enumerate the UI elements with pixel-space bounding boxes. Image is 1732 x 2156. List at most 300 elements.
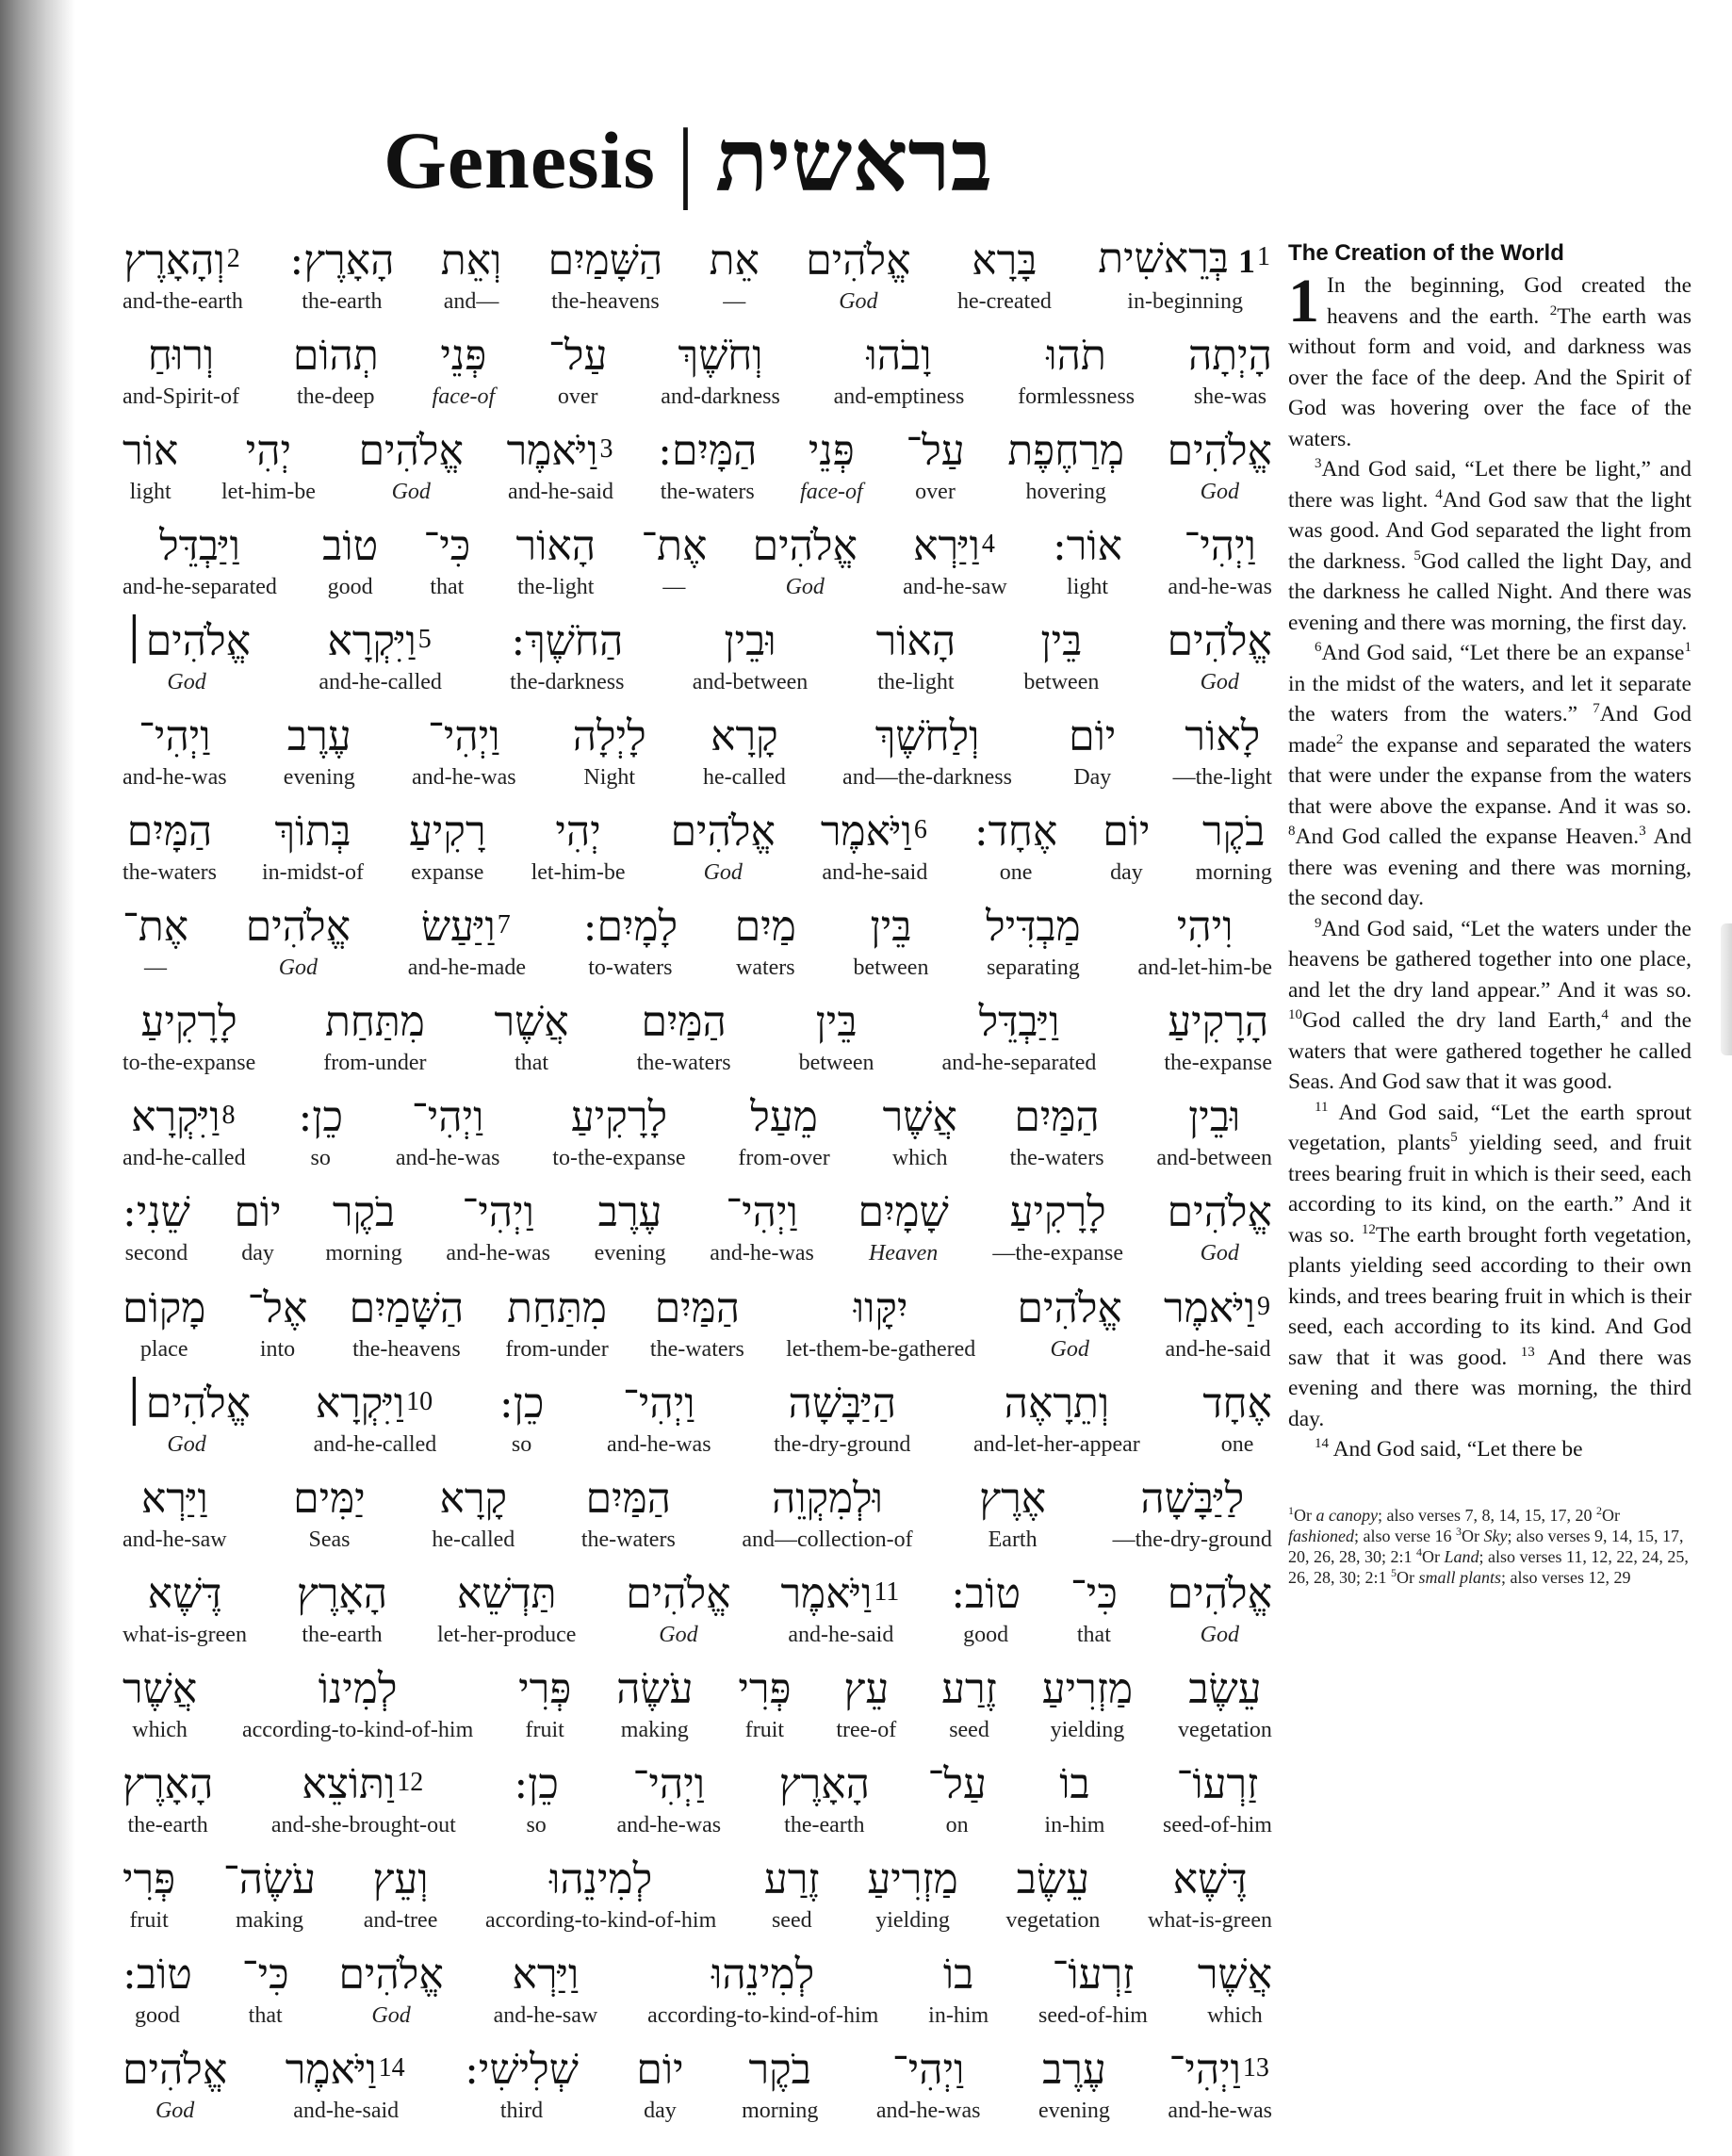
hebrew-word — [1046, 330, 1105, 383]
english-gloss: over — [915, 480, 956, 505]
hebrew-word — [750, 1091, 818, 1144]
english-gloss: good — [134, 2002, 180, 2028]
superscript-number: 11 — [1315, 1099, 1329, 1115]
superscript-number: 4 — [1601, 1007, 1609, 1023]
hebrew-text: עֵשֶׂב — [1188, 1664, 1262, 1713]
english-gloss: the-waters — [636, 1051, 731, 1076]
hebrew-text: אוֹר — [123, 427, 179, 476]
interlinear-word — [979, 1473, 1046, 1554]
english-gloss: fruit — [744, 1717, 785, 1742]
hebrew-text: אֱלֹהִים — [670, 808, 776, 857]
hebrew-word — [816, 996, 858, 1049]
interlinear-word — [412, 710, 516, 792]
interlinear-word — [703, 710, 786, 792]
chapter-drop-cap: 1 — [1288, 267, 1319, 335]
hebrew-text: הָאָרֶץ — [778, 1759, 870, 1808]
english-gloss: light — [1067, 575, 1109, 600]
translation-paragraph: $^9$And God said, “Let the waters under the heavens be gathered together into one place, and let the dry land appear.” And it was so. $^{10}$God called the dry land Earth,$^4$ and the waters that were gathered together he called Seas. And God saw that it was good. — [1288, 915, 1691, 1094]
english-gloss: and-he-called — [319, 670, 442, 695]
interlinear-word — [1018, 330, 1135, 411]
english-gloss: — — [144, 956, 168, 981]
page-edge-tab — [1721, 923, 1732, 1055]
interlinear-line — [123, 226, 1272, 316]
interlinear-word — [636, 2044, 683, 2125]
english-gloss: the-dry-ground — [774, 1431, 911, 1457]
hebrew-text: אֱלֹהִים — [338, 1950, 444, 1999]
hebrew-text: זֶרַע — [941, 1664, 997, 1713]
english-gloss: that — [248, 2002, 283, 2028]
hebrew-text: מַזְרִיעַ — [1041, 1664, 1134, 1713]
english-gloss: making — [620, 1717, 689, 1742]
interlinear-word — [396, 1091, 500, 1172]
hebrew-word — [275, 806, 351, 858]
hebrew-word — [123, 1663, 197, 1716]
english-gloss: third — [499, 2098, 544, 2123]
hebrew-word — [843, 1663, 889, 1716]
hebrew-word — [641, 520, 707, 573]
hebrew-word — [1173, 1854, 1248, 1906]
hebrew-text: מַיִם — [734, 903, 796, 952]
english-gloss: and-emptiness — [833, 384, 965, 410]
interlinear-word — [548, 330, 607, 411]
english-gloss: and-he-was — [875, 2098, 981, 2123]
hebrew-text: קָרָא — [439, 1474, 508, 1523]
interlinear-word — [323, 996, 426, 1077]
hebrew-word — [1059, 1758, 1089, 1811]
interlinear-word — [338, 1949, 443, 2030]
hebrew-text: בוֹ — [942, 1950, 974, 1999]
hebrew-word — [724, 615, 776, 668]
hebrew-text: וַיְהִי־ — [139, 712, 211, 761]
hebrew-word — [1164, 1281, 1272, 1335]
hebrew-text: הָאָרֶץ — [123, 1759, 214, 1808]
interlinear-word — [1168, 2042, 1272, 2125]
english-gloss: let-him-be — [531, 860, 626, 886]
interlinear-word — [607, 1378, 711, 1459]
interlinear-word — [322, 520, 378, 601]
hebrew-text: כִּי־ — [423, 522, 471, 571]
hebrew-text: וַיַּבְדֵּל — [159, 522, 240, 571]
english-gloss: let-him-be — [221, 480, 316, 505]
hebrew-text: אֵת — [709, 237, 760, 285]
hebrew-word — [866, 330, 931, 383]
interlinear-line — [123, 416, 1272, 506]
english-gloss: —the-expanse — [992, 1241, 1123, 1266]
interlinear-line — [123, 1655, 1272, 1744]
hebrew-word — [148, 1568, 222, 1621]
italic-text: small plants — [1418, 1567, 1502, 1587]
english-gloss: tree-of — [836, 1717, 897, 1742]
interlinear-word — [616, 1663, 693, 1744]
interlinear-word — [658, 425, 757, 506]
interlinear-word — [854, 901, 929, 982]
interlinear-word — [1044, 1758, 1104, 1839]
interlinear-word — [408, 899, 526, 982]
hebrew-text: יְהִי — [245, 427, 292, 476]
interlinear-word — [1113, 1473, 1272, 1554]
english-gloss: evening — [283, 765, 355, 791]
superscript-number: 13 — [1520, 1344, 1535, 1360]
hebrew-word — [738, 1663, 791, 1716]
english-gloss: God — [155, 2098, 195, 2123]
interlinear-word — [1168, 425, 1272, 506]
verse-number: 1 — [1257, 242, 1270, 271]
hebrew-word — [867, 1854, 957, 1906]
english-gloss: evening — [594, 1241, 666, 1266]
superscript-number: 10 — [1288, 1007, 1302, 1023]
interlinear-word — [637, 996, 731, 1077]
hebrew-word — [293, 1473, 366, 1526]
hebrew-word — [148, 330, 214, 383]
interlinear-word — [710, 235, 760, 316]
hebrew-word — [1103, 806, 1150, 858]
hebrew-word — [548, 235, 663, 287]
english-gloss: and-he-separated — [941, 1051, 1097, 1076]
interlinear-word — [293, 330, 379, 411]
hebrew-text: אֶחָד: — [973, 808, 1058, 857]
english-gloss: seed-of-him — [1163, 1812, 1272, 1838]
interlinear-word — [1148, 1854, 1272, 1935]
english-gloss: over — [557, 384, 598, 410]
hebrew-word — [359, 425, 464, 478]
interlinear-word — [661, 330, 780, 411]
interlinear-line — [123, 892, 1272, 982]
interlinear-word — [364, 1854, 438, 1935]
hebrew-word — [297, 1568, 387, 1621]
interlinear-word — [495, 996, 569, 1077]
hebrew-word — [671, 806, 776, 858]
hebrew-text: תְהוֹם — [292, 332, 379, 381]
english-gloss: that — [430, 575, 465, 600]
hebrew-text: בְּתוֹךְ — [274, 808, 351, 857]
english-gloss: and-Spirit-of — [123, 384, 239, 410]
verse-number: 8 — [221, 1101, 236, 1131]
english-gloss: the-waters — [660, 480, 755, 505]
interlinear-line — [123, 1940, 1272, 2030]
footnotes — [1288, 1505, 1691, 1588]
hebrew-word — [571, 1091, 667, 1144]
hebrew-word — [1188, 1663, 1261, 1716]
hebrew-text: וַיֹּאמֶר — [820, 808, 912, 857]
hebrew-text: לְמִינוֹ — [318, 1664, 398, 1713]
hebrew-word — [941, 1663, 997, 1716]
hebrew-word — [1014, 1091, 1099, 1144]
hebrew-text: אֱלֹהִים — [1167, 617, 1272, 666]
english-gloss: what-is-green — [1148, 1907, 1272, 1933]
interlinear-word — [485, 1854, 716, 1935]
english-gloss: God — [1200, 670, 1239, 695]
interlinear-word — [123, 1378, 251, 1459]
english-gloss: second — [124, 1241, 188, 1266]
interlinear-word — [876, 2044, 981, 2125]
english-gloss: so — [526, 1812, 547, 1838]
english-gloss: God — [785, 575, 825, 600]
hebrew-text: בֵּין — [815, 998, 858, 1047]
english-gloss: and-he-said — [293, 2098, 400, 2123]
hebrew-text: שָׁמָיִם — [858, 1188, 949, 1237]
hebrew-word — [871, 901, 912, 954]
hebrew-text: וַתּוֹצֵא — [302, 1759, 396, 1808]
hebrew-text: אֱלֹהִים׀ — [123, 617, 252, 666]
superscript-number: 5 — [1391, 1565, 1397, 1579]
hebrew-text: אֱלֹהִים — [245, 903, 351, 952]
interlinear-word — [123, 520, 277, 601]
superscript-number: 2 — [1595, 1503, 1602, 1517]
hebrew-text: לָרָקִיעַ — [140, 998, 237, 1047]
interlinear-line — [123, 988, 1272, 1077]
interlinear-word — [552, 1091, 685, 1172]
english-gloss: to-the-expanse — [552, 1146, 686, 1171]
english-gloss: and-between — [692, 670, 809, 695]
hebrew-text: וַיַּרְא — [512, 1950, 580, 1999]
hebrew-text: אֱלֹהִים — [806, 237, 911, 285]
verse-number: 4 — [981, 530, 995, 560]
interlinear-word — [123, 901, 188, 982]
hebrew-word — [131, 1089, 237, 1144]
english-gloss: — — [662, 575, 686, 600]
hebrew-text: וַיְהִי־ — [411, 1093, 484, 1142]
interlinear-word — [1098, 231, 1272, 316]
hebrew-word — [507, 423, 615, 478]
hebrew-text: אֱלֹהִים — [626, 1569, 731, 1618]
hebrew-text: וַיְהִי־ — [632, 1759, 706, 1808]
hebrew-word — [1188, 330, 1272, 383]
interlinear-word — [573, 710, 646, 792]
hebrew-text: הָרָקִיעַ — [1168, 998, 1269, 1047]
interlinear-word — [505, 1282, 608, 1364]
english-gloss: and-he-was — [446, 1241, 550, 1266]
hebrew-word — [495, 996, 569, 1049]
english-gloss: fruit — [129, 1907, 169, 1933]
english-gloss: and—the-darkness — [842, 765, 1012, 791]
hebrew-word — [573, 710, 646, 763]
interlinear-word — [123, 330, 239, 411]
hebrew-text: לְמִינֵהוּ — [549, 1854, 653, 1903]
verse-number: 6 — [913, 815, 927, 845]
hebrew-text: דֶּשֶׁא — [147, 1569, 222, 1618]
english-gloss: between — [853, 956, 929, 981]
hebrew-word — [139, 710, 210, 763]
english-gloss: and-he-called — [313, 1431, 437, 1457]
hebrew-word — [780, 1566, 901, 1621]
page-title — [383, 99, 993, 221]
translation-paragraph: $^{14}$ And God said, “Let there be — [1315, 1436, 1583, 1462]
english-gloss: and-the-earth — [123, 289, 243, 314]
hebrew-text: אֶת־ — [641, 522, 708, 571]
english-gloss: so — [310, 1146, 331, 1171]
hebrew-text: עַל־ — [548, 332, 608, 381]
english-gloss: and-he-was — [710, 1241, 814, 1266]
interlinear-word — [626, 1568, 730, 1649]
interlinear-word — [742, 2044, 818, 2125]
hebrew-text: זֶרַע — [763, 1854, 820, 1903]
interlinear-line — [123, 607, 1272, 696]
hebrew-word — [428, 710, 499, 763]
hebrew-text: וַיֹּאמֶר — [285, 2045, 377, 2094]
hebrew-word — [1168, 425, 1272, 478]
hebrew-word — [623, 1378, 694, 1430]
hebrew-word — [583, 901, 678, 954]
hebrew-word — [1168, 2042, 1270, 2097]
interlinear-word — [616, 1758, 721, 1839]
hebrew-text: הָאָרֶץ: — [289, 237, 395, 285]
english-gloss: the-deep — [296, 384, 375, 410]
hebrew-text: וַיְהִי־ — [726, 1188, 798, 1237]
hebrew-word — [248, 1282, 308, 1335]
interlinear-line — [123, 1178, 1272, 1267]
english-gloss: God — [659, 1622, 698, 1647]
interlinear-word — [262, 806, 364, 887]
interlinear-word — [928, 1758, 987, 1839]
interlinear-word — [867, 1854, 957, 1935]
hebrew-text: וִיהִי — [1176, 903, 1234, 952]
interlinear-word — [876, 615, 956, 696]
english-gloss: face-of — [800, 480, 863, 505]
interlinear-word — [693, 615, 809, 696]
english-gloss: and— — [443, 289, 499, 314]
hebrew-word — [1042, 2044, 1106, 2097]
hebrew-word — [409, 806, 486, 858]
hebrew-word — [1069, 710, 1116, 763]
hebrew-text: פְּרִי — [738, 1664, 792, 1713]
hebrew-text: עֶרֶב — [597, 1188, 662, 1237]
english-gloss: yielding — [1050, 1717, 1125, 1742]
hebrew-text: וּבֵין — [724, 617, 776, 666]
interlinear-word — [942, 996, 1097, 1077]
interlinear-word — [581, 1473, 676, 1554]
english-gloss: to-the-expanse — [123, 1051, 256, 1076]
hebrew-text: עֵץ — [843, 1664, 890, 1713]
english-gloss: the-earth — [302, 1622, 383, 1647]
title-separator: | — [676, 109, 695, 210]
interlinear-word — [986, 901, 1081, 982]
hebrew-word — [1185, 710, 1260, 763]
hebrew-text: הַשָּׁמַיִם — [547, 237, 663, 285]
hebrew-text: אוֹר: — [1052, 522, 1123, 571]
hebrew-text: הַחֹשֶׁךְ: — [511, 617, 624, 666]
interlinear-word — [906, 425, 964, 506]
superscript-number: 7 — [1593, 701, 1600, 717]
interlinear-word — [432, 1473, 515, 1554]
hebrew-word — [1005, 1378, 1109, 1430]
english-gloss: place — [139, 1336, 188, 1362]
english-gloss: to-waters — [588, 956, 673, 981]
interlinear-word — [123, 1089, 246, 1172]
english-gloss: let-them-be-gathered — [786, 1336, 976, 1362]
english-gloss: — — [723, 289, 746, 314]
interlinear-word — [1168, 1186, 1272, 1267]
english-gloss: hovering — [1025, 480, 1106, 505]
hebrew-word — [1168, 615, 1272, 668]
hebrew-text: שְׁלִישִׁי: — [465, 2045, 579, 2094]
hebrew-word — [1168, 996, 1268, 1049]
hebrew-text: אֱלֹהִים — [1167, 1569, 1272, 1618]
hebrew-text: מַבְדִּיל — [986, 903, 1081, 952]
english-gloss: and-he-called — [123, 1146, 246, 1171]
hebrew-word — [616, 1663, 693, 1716]
hebrew-text: יְהִי — [555, 808, 601, 857]
english-gloss: waters — [735, 956, 795, 981]
verse-number: 5 — [417, 625, 432, 655]
english-gloss: God — [371, 2002, 411, 2028]
hebrew-text: טוֹב: — [123, 1950, 192, 1999]
hebrew-text: וּבֵין — [1188, 1093, 1241, 1142]
english-gloss: and-he-was — [411, 765, 516, 791]
english-gloss: God — [167, 670, 206, 695]
interlinear-word — [1103, 806, 1150, 887]
hebrew-word — [1070, 1568, 1118, 1621]
hebrew-word — [123, 233, 242, 287]
english-gloss: God — [1050, 1336, 1089, 1362]
hebrew-text: תַּדְשֵׁא — [456, 1569, 557, 1618]
interlinear-word — [842, 710, 1012, 792]
hebrew-word — [974, 806, 1057, 858]
hebrew-word — [906, 425, 964, 478]
interlinear-word — [223, 1854, 316, 1935]
interlinear-line — [123, 702, 1272, 792]
hebrew-text: בֵּין — [870, 903, 912, 952]
hebrew-text: הַשָּׁמַיִם — [349, 1283, 465, 1332]
hebrew-word — [854, 1282, 908, 1335]
hebrew-word — [764, 1854, 820, 1906]
hebrew-word — [735, 901, 796, 954]
interlinear-word — [1053, 520, 1122, 601]
hebrew-word — [507, 1282, 607, 1335]
hebrew-word — [1042, 1663, 1133, 1716]
english-gloss: according-to-kind-of-him — [242, 1717, 474, 1742]
interlinear-word — [1042, 1663, 1133, 1744]
hebrew-text: לָרָקִיעַ — [1009, 1188, 1106, 1237]
interlinear-word — [834, 330, 965, 411]
english-gloss: in-beginning — [1127, 289, 1243, 314]
hebrew-word — [1053, 520, 1122, 573]
interlinear-word — [753, 520, 858, 601]
hebrew-word — [598, 1186, 662, 1239]
english-gloss: and-between — [1156, 1146, 1272, 1171]
hebrew-word — [441, 235, 502, 287]
english-gloss: and-she-brought-out — [270, 1812, 456, 1838]
hebrew-word — [234, 1186, 281, 1239]
english-gloss: and-he-said — [822, 860, 928, 886]
interlinear-word — [441, 235, 502, 316]
english-gloss: and-he-was — [1168, 2098, 1272, 2123]
hebrew-text: הַמָּיִם — [126, 808, 213, 857]
hebrew-text: בָּרָא — [972, 237, 1038, 285]
verse-number: 2 — [226, 244, 240, 273]
hebrew-word — [986, 901, 1081, 954]
interlinear-word — [123, 1473, 227, 1554]
hebrew-word — [749, 2044, 811, 2097]
hebrew-text: בוֹ — [1059, 1759, 1090, 1808]
hebrew-word — [325, 996, 425, 1049]
hebrew-text: וַיֹּאמֶר — [1164, 1283, 1255, 1332]
hebrew-word — [246, 901, 351, 954]
superscript-number: 5 — [1413, 547, 1421, 564]
english-gloss: Night — [583, 765, 636, 791]
interlinear-word — [1137, 901, 1272, 982]
hebrew-text: וְעֵץ — [372, 1854, 429, 1903]
english-gloss: the-light — [877, 670, 955, 695]
hebrew-text: עֵשֶׂב — [1016, 1854, 1090, 1903]
english-gloss: God — [391, 480, 431, 505]
hebrew-text: וָבֹהוּ — [866, 332, 932, 381]
hebrew-text: טוֹב — [322, 522, 379, 571]
interlinear-word — [123, 1568, 247, 1649]
interlinear-word — [1196, 806, 1272, 887]
interlinear-word — [1168, 520, 1272, 601]
title-hebrew: בראשית — [715, 109, 993, 211]
english-gloss: he-called — [432, 1527, 515, 1552]
